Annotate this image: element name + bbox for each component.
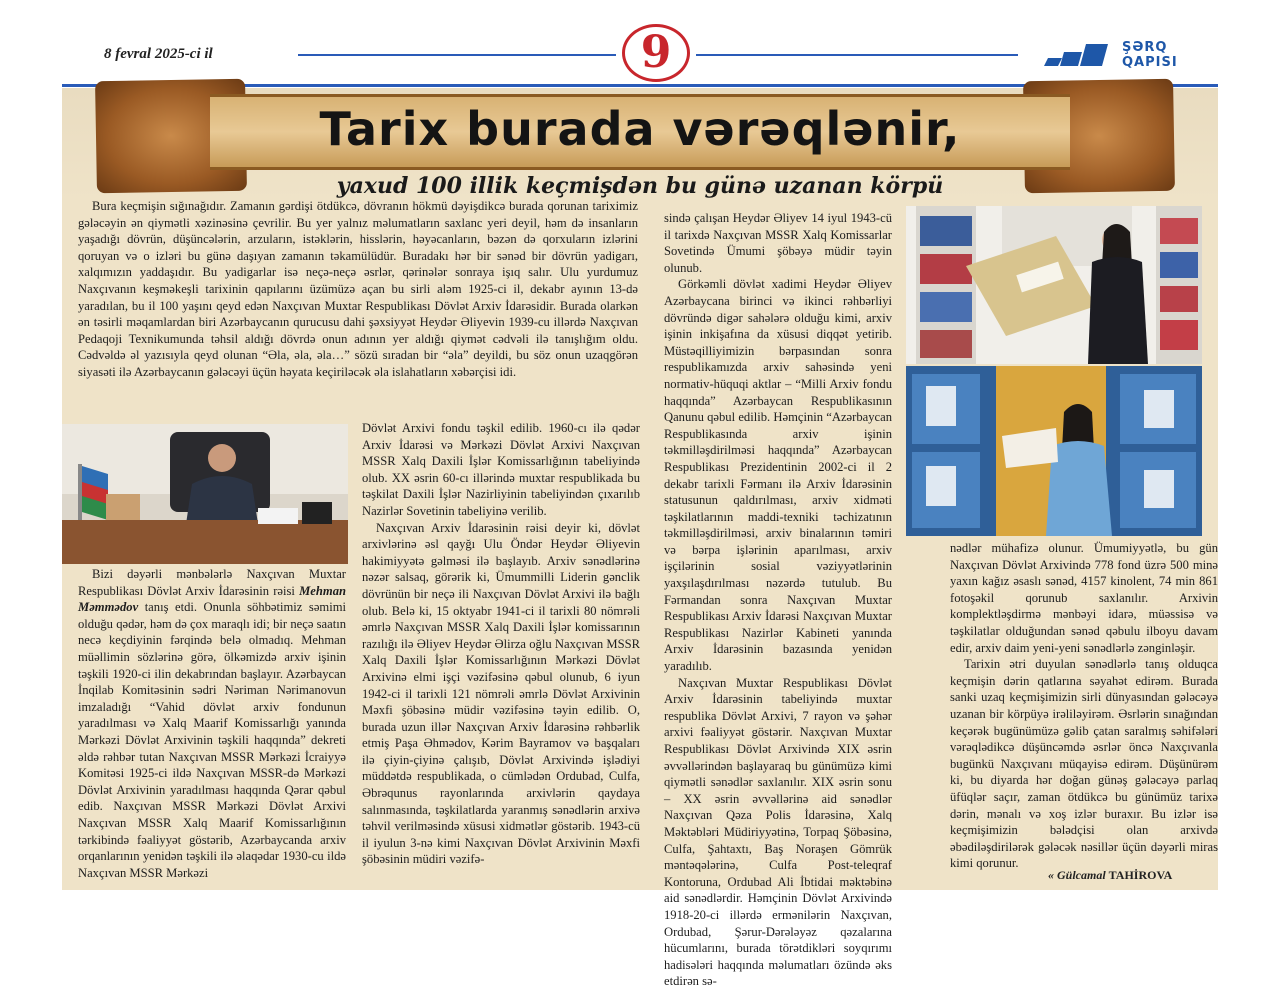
column-1-paragraph bbox=[78, 566, 346, 881]
column-3-paragraph-3: Naxçıvan Muxtar Respublikası Dövlət Arxiv İdarəsinin tabeliyində muxtar respublika Dövlət Arxivi, 7 rayon və şəhər arxivi fəaliyyət göstərir. Naxçıvan Muxtar Respublikası Dövlət Arxivində XIX əsrin əvvəllərindən başlayaraq bu günümüzə kimi qiymətli sənədlər saxlanılır. XIX əsrin sonu – XX əsrin əvvəllərinə aid sənədlər Naxçıvan Qəza Polis İdarəsinə, Xalq Məktəbləri Müdiriyyətinə, Torpaq Şöbəsinə, Culfa, Şahtaxtı, Baş Noraşen Gömrük məntəqələrinə, Culfa Post-teleqraf Kontoruna, Ordubad Ali İbtidai məktəbinə aid sənədlərdir. Həmçinin Dövlət Arxivində 1918-20-ci illərdə ermənilərin Naxçıvan, Ordubad, Şərur-Dərələyəz qəzalarına hücumlarını, burada törətdikləri soyqırımı hadisələri haqqında məlumatları özündə əks etdirən sə- bbox=[664, 675, 892, 989]
lead-paragraph: Bura keçmişin sığınağıdır. Zamanın gərdişi ötdükcə, dövranın hökmü dəyişdikcə burada qorunan tariximiz gələcəyin ən qiymətli xəzinəsinə çevrilir. Bu yer yalnız məlumatların saxlanc yeri deyil, həm də insanların yaşadığı dövrün, düşüncələrin, arzuların, istəklərin, hisslərin, həyəcanların, bəzən də qorxuların izlərini qoruyan və o izləri bu günə daşıyan zamanın təkamülüdür. Buradakı hər bir sənəd bir dövrün yadigarı, xalqımızın yaddaşıdır. Bu yadigarlar isə neçə-neçə əsrlər, qərinələr sonraya işıq salır. Ulu yurdumuz Naxçıvanın keşməkeşli tarixinin qapılarını üzümüzə açan bu sirli aləm 1925-ci il, dekabr ayının 13-də yaradılan, bu il 100 yaşını qeyd edən Naxçıvan Muxtar Respublikası Dövlət Arxiv İdarəsidir. Burada olarkən ən təsirli məqamlardan biri Azərbaycanın qurucusu dahi şəxsiyyət Heydər Əliyevin 1939-cu illərdə Naxçıvan Pedaqoji Texnikumunda təhsil aldığı dövrdə onun adının yer aldığı qiymət cədvəli ilə tanışlığım oldu. Cədvəldə əl yazısıyla qeyd olunan “Əla, əla, əla…” sözü sıradan bir “əla” deyildi, bu söz onun uzaqgörən siyasəti ilə Azərbaycanın gələcəyi üçün həyata keçiriləcək əla islahatların xəbərçisi idi. bbox=[78, 199, 638, 379]
page-number: 9 bbox=[622, 24, 690, 82]
column-3-paragraph-1: sində çalışan Heydər Əliyev 14 iyul 1943-cü il tarixdə Naxçıvan MSSR Xalq Komissarlar Sovetində Ümumi şöbəyə müdir təyin olunub. bbox=[664, 211, 892, 275]
author-first-name: Gülcamal bbox=[1057, 868, 1106, 882]
column-2 bbox=[362, 420, 640, 886]
archive-photo-shelves bbox=[906, 206, 1202, 364]
page-header bbox=[0, 0, 1280, 86]
column-4 bbox=[950, 540, 1218, 871]
logo-line-2: QAPISI bbox=[1122, 55, 1178, 70]
interviewee-name: Mehman Məmmədov bbox=[78, 583, 346, 615]
column-4-paragraph-2: Tarixin ətri duyulan sənədlərlə tanış olduqca keçmişin dərin qatlarına səyahət edirəm. Burada sanki uzaq keçmişimizin sirli dünyasından gələcəyə uzanan bir körpüyə irəliləyirəm. Əsrlərin sınağından keçərək bugünümüzə gəlib çatan saralmış səhifələri vərəqlədikcə düşüncəmdə əsrlər öncə Naxçıvanla bugünkü Naxçıvanı müqayisə edirəm. Düşünürəm ki, bu diyarda hər doğan günəş gələcəyə parlaq üfüqlər saçır, zaman ötdükcə bu günümüz tarixə dərin, mənalı və xoş izlər buraxır. Bu izlər isə keçmişimizin bələdçisi olan arxivdə əbədiləşdirilərək gələcək nəsillər üçün dəyərli miras kimi qorunur. bbox=[950, 657, 1218, 871]
column-1-intro: Bizi dəyərli mənbələrlə Naxçıvan Muxtar Respublikası Dövlət Arxiv İdarəsinin rəisi bbox=[78, 567, 346, 598]
archive-cabinets-image bbox=[906, 366, 1202, 536]
column-1-body: tanış etdi. Onunla söhbətimiz səmimi olduğu qədər, həm də çox maraqlı idi; bir neçə saatın necə keçdiyinin fərqində belə olmadıq. Mehman müəllimin sözlərinə görə, ölkəmizdə arxiv işinin təşkili 1920-ci ilin dekabrından başlayır. Azərbaycan İnqilab Komitəsinin sədri Nəriman Nərimanovun imzaladığı “Vahid dövlət arxiv fondunun yaradılması və Xalq Maarif Komissarlığı yanında Mərkəzi Dövlət Arxivinin təşkili haqqında” dekreti əldə rəhbər tutan Naxçıvan MSSR Mərkəzi İcraiyyə Komitəsi 1925-ci ildə Naxçıvan MSSR-də Mərkəzi Dövlət Arxivinin yaradılması haqqında Qərar qəbul edib. Naxçıvan MSSR Mərkəzi Dövlət Arxivi Naxçıvan MSSR Xalq Maarif Komissarlığının tərkibində fəaliyyət göstərib, Azərbaycanda arxiv orqanlarının yenidən təşkili ilə əlaqədar 1930-cu ildə Naxçıvan MSSR Mərkəzi bbox=[78, 600, 346, 880]
column-1 bbox=[78, 566, 346, 884]
column-3-paragraph-2: Görkəmli dövlət xadimi Heydər Əliyev Azərbaycana birinci və ikinci rəhbərliyi dövründə digər sahələrə olduğu kimi, arxiv işinin inkişafına da xüsusi diqqət yetirib. Müstəqilliyimizin bərpasından sonra respublikamızda arxiv sahəsində yeni normativ-hüquqi aktlar – “Milli Arxiv fondu haqqında” Azərbaycan Respublikasının Qanunu qəbul edilib. Həmçinin “Azərbaycan Respublikasında arxiv işinin təkmilləşdirilməsi haqqında” Azərbaycan Respublikası Prezidentinin 2002-ci il 2 dekabr tarixli Fərmanı ilə Arxiv İdarəsinin statusunun qaldırılması, arxiv xidməti təşkilatlarının maddi-texniki təchizatının təkmilləşdirilməsi, arxiv binalarının təmiri və bərpa işlərinin aparılması, arxiv işçilərinin sosial vəziyyətlərinin yaxşılaşdırılması nəzərdə tutulub. Bu Fərmandan sonra Naxçıvan Muxtar Respublikası Arxiv İdarəsi Naxçıvan Muxtar Respublikası Nazirlər Kabineti yanında Arxiv İdarəsinin bazasında yenidən yaradılıb. bbox=[664, 277, 892, 674]
archive-photo-cabinets bbox=[906, 366, 1202, 536]
article-subtitle: yaxud 100 illik keçmişdən bu günə uzanan körpü bbox=[336, 173, 944, 199]
column-4-paragraph-1: nədlər mühafizə olunur. Ümumiyyətlə, bu gün Naxçıvan Dövlət Arxivində 778 fond üzrə 500 minə yaxın kağız əsaslı sənəd, 4157 kinolent, 74 min 861 fotoşəkil qorunub saxlanılır. Arxivin komplektləşdirmə mənbəyi idarə, müəssisə və təşkilatlar olduğundan sənəd qəbulu ilboyu davam edir, arxiv daim yeni-yeni sənədlərlə zənginləşir. bbox=[950, 541, 1218, 655]
logo-text bbox=[1122, 40, 1178, 70]
archive-shelves-image bbox=[906, 206, 1202, 364]
author-signature bbox=[1048, 868, 1172, 883]
office-photo bbox=[62, 424, 348, 564]
logo-line-1: ŞƏRQ bbox=[1122, 40, 1168, 55]
column-3 bbox=[664, 210, 892, 989]
newspaper-logo bbox=[1044, 38, 1204, 72]
office-photo-image bbox=[62, 424, 348, 564]
issue-date: 8 fevral 2025-ci il bbox=[104, 46, 213, 62]
article-lead bbox=[78, 198, 638, 420]
article-title: Tarix burada vərəqlənir, bbox=[319, 102, 961, 156]
column-2-paragraph-1: Dövlət Arxivi fondu təşkil edilib. 1960-cı ilə qədər Arxiv İdarəsi və Mərkəzi Dövlət Arxivi Naxçıvan MSSR Xalq Daxili İşlər Komissarlığının tabeliyində olub. XX əsrin 60-cı illərində muxtar respublikada bu təşkilat Daxili İşlər Nazirliyinin tabeliyindən çıxarılıb Nazirlər Sovetinin tabeliyinə verilib. bbox=[362, 421, 640, 518]
column-2-paragraph-2: Naxçıvan Arxiv İdarəsinin rəisi deyir ki, dövlət arxivlərinə əsl qayğı Ulu Öndər Heydər Əliyevin hakimiyyətə gəlməsi ilə başlayıb. Arxiv sənədlərinə nəzər salsaq, görərik ki, Ümummilli Liderin gənclik dövrünün bir neçə ili Naxçıvan Dövlət Arxivi ilə bağlı olub. Belə ki, 15 oktyabr 1941-ci il tarixli 80 nömrəli əmrlə Naxçıvan MSSR Xalq Daxili İşlər komissarının razılığı ilə Əliyev Heydər Əlirza oğlu Naxçıvan MSSR Xalq Daxili İşlər Komissarlığının Mərkəzi Dövlət Arxivinə elmi işçi vəzifəsinə qəbul olunub, 6 iyun 1942-ci il tarixli 121 nömrəli əmrlə Dövlət Arxivinin Məxfi şöbəsinə müdir vəzifəsinə təyin edilib. O, burada uzun illər Naxçıvan Arxiv İdarəsinə rəhbərlik etmiş Paşa Əhmədov, Kərim Bayramov və başqaları ilə çiyin-çiyinə çalışıb, Dövlət Arxivində işlədiyi müddətdə respublikada, o cümlədən Ordubad, Culfa, Əbrəqunus rayonlarında arxivlərin qaydaya salınmasında, təşkilatlarda yaranmış sənədlərin arxivə təhvil verilməsində xüsusi xidmətlər göstərib. 1943-cü il iyulun 3-nə kimi Naxçıvan Dövlət Arxivinin Məxfi şöbəsinin müdiri vəzifə- bbox=[362, 520, 640, 867]
header-rule-left bbox=[298, 54, 616, 56]
author-surname: TAHİROVA bbox=[1108, 868, 1173, 882]
logo-icon bbox=[1044, 44, 1114, 66]
author-quote-mark: « bbox=[1048, 868, 1054, 882]
header-rule-right bbox=[696, 54, 1018, 56]
